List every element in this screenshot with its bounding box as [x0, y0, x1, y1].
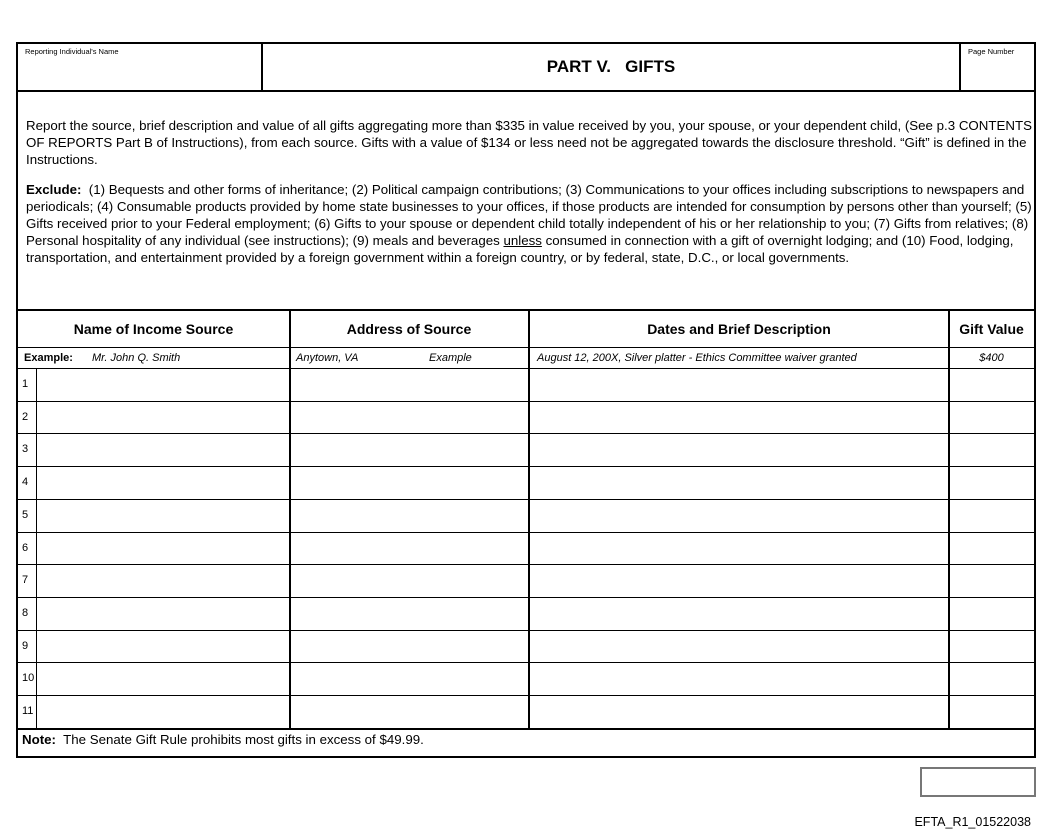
address-cell[interactable]: [290, 402, 528, 434]
value-cell[interactable]: [949, 663, 1034, 695]
example-description: August 12, 200X, Silver platter - Ethics Committee waiver granted: [537, 352, 857, 364]
row-number: 11: [22, 705, 34, 717]
value-cell[interactable]: [949, 402, 1034, 434]
row-number: 7: [22, 574, 29, 587]
name-cell[interactable]: [37, 598, 289, 630]
name-cell[interactable]: [37, 467, 289, 499]
address-cell[interactable]: [290, 500, 528, 532]
gifts-form: [16, 42, 1036, 758]
row-number: 10: [22, 672, 35, 685]
example-value: $400: [979, 352, 1004, 364]
example-label: Example:: [24, 352, 73, 364]
value-cell[interactable]: [949, 533, 1034, 565]
name-cell[interactable]: [37, 434, 289, 466]
description-cell[interactable]: [529, 533, 948, 565]
exclusions-paragraph: [26, 181, 1036, 266]
description-cell[interactable]: [529, 631, 948, 663]
col-header-name: Name of Income Source: [73, 321, 234, 337]
value-cell[interactable]: [949, 565, 1034, 597]
row-number: 5: [22, 508, 29, 521]
row-number: 2: [22, 410, 29, 423]
name-cell[interactable]: [37, 565, 289, 597]
value-cell[interactable]: [949, 434, 1034, 466]
note-body: The Senate Gift Rule prohibits most gifts in excess of $49.99.: [55, 732, 424, 747]
page-number-field[interactable]: [959, 44, 1036, 90]
note-label: Note:: [22, 732, 56, 747]
description-cell[interactable]: [529, 402, 948, 434]
form-header: [18, 44, 1034, 92]
row-number: 4: [22, 476, 29, 489]
address-cell[interactable]: [290, 434, 528, 466]
instructions-section: [18, 92, 1034, 311]
instructions-paragraph: Report the source, brief description and value of all gifts aggregating more than $335 in value received by you, your spouse, or your dependent child, (See p.3 CONTENTS OF REPORTS Part B of Instructions), from each source. Gifts with a value of $134 or less need not be aggregated towards the disclosure threshold. “Gift” is defined in the Instructions.: [26, 118, 1032, 167]
value-cell[interactable]: [949, 369, 1034, 401]
value-cell[interactable]: [949, 631, 1034, 663]
description-cell[interactable]: [529, 598, 948, 630]
address-cell[interactable]: [290, 598, 528, 630]
value-cell[interactable]: [949, 598, 1034, 630]
address-cell[interactable]: [290, 533, 528, 565]
name-cell[interactable]: [37, 533, 289, 565]
exclusions-text-b: consumed in connection with a gift of overnight lodging; and (10) Food, lodging, transportation, and entertainment provided by a foreign government within a foreign country, or by federal, state, D.C., or local governments.: [26, 233, 1014, 265]
document-id: EFTA_R1_01522038: [914, 815, 1031, 829]
row-number: 3: [22, 443, 29, 456]
row-number: 8: [22, 606, 29, 619]
unless-word: unless: [503, 233, 542, 248]
col-header-description: Dates and Brief Description: [647, 321, 831, 337]
note-text: [22, 730, 424, 750]
address-cell[interactable]: [290, 565, 528, 597]
address-cell[interactable]: [290, 467, 528, 499]
example-address-tag: Example: [429, 352, 472, 364]
reporting-name-label: Reporting Individual's Name: [25, 47, 119, 56]
address-cell[interactable]: [290, 663, 528, 695]
description-cell[interactable]: [529, 500, 948, 532]
header-rule: [18, 347, 1034, 348]
value-cell[interactable]: [949, 467, 1034, 499]
description-cell[interactable]: [529, 467, 948, 499]
name-cell[interactable]: [37, 696, 289, 728]
name-cell[interactable]: [37, 369, 289, 401]
name-cell[interactable]: [37, 402, 289, 434]
address-cell[interactable]: [290, 631, 528, 663]
exclusions-text-a: (1) Bequests and other forms of inheritance; (2) Political campaign contributions; (3) Communications to your offices including subscriptions to newspapers and periodicals; (4) Consumable products provided by home state businesses to your offices, if those products are intended for consumption by persons other than yourself; (5) Gifts received prior to your Federal employment; (6) Gifts to your spouse or dependent child totally independent of his or her relationship to you; (7) Gifts from relatives; (8) Personal hospitality of any individual (see instructions); (9) meals and beverages: [26, 182, 1036, 248]
description-cell[interactable]: [529, 369, 948, 401]
page-number-label: Page Number: [968, 47, 1015, 56]
name-cell[interactable]: [37, 500, 289, 532]
example-name: Mr. John Q. Smith: [92, 352, 181, 364]
row-number: 1: [22, 378, 29, 390]
page-box[interactable]: [920, 767, 1036, 797]
exclude-label: Exclude:: [26, 182, 82, 197]
row-number: 9: [22, 639, 29, 652]
reporting-name-field[interactable]: [18, 44, 263, 90]
name-cell[interactable]: [37, 663, 289, 695]
description-cell[interactable]: [529, 696, 948, 728]
description-cell[interactable]: [529, 565, 948, 597]
address-cell[interactable]: [290, 369, 528, 401]
name-cell[interactable]: [37, 631, 289, 663]
value-cell[interactable]: [949, 500, 1034, 532]
address-cell[interactable]: [290, 696, 528, 728]
description-cell[interactable]: [529, 663, 948, 695]
row-number: 6: [22, 541, 29, 554]
description-cell[interactable]: [529, 434, 948, 466]
value-cell[interactable]: [949, 696, 1034, 728]
col-header-address: Address of Source: [346, 321, 472, 337]
gifts-table: [18, 311, 1034, 728]
example-address: Anytown, VA: [296, 352, 359, 364]
col-header-value: Gift Value: [959, 321, 1024, 337]
form-title: PART V. GIFTS: [546, 57, 676, 76]
